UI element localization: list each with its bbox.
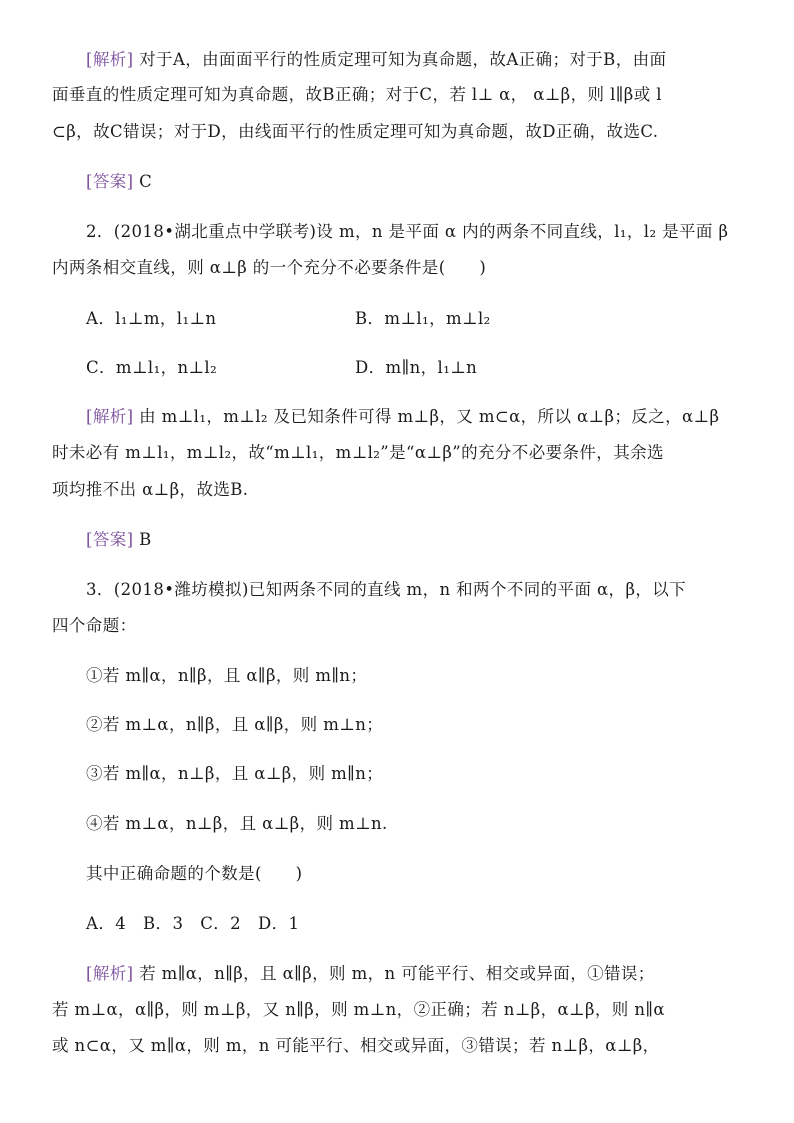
analysis-tag: [解析]: [86, 407, 134, 426]
q1-analysis-line-2: 面垂直的性质定理可知为真命题，故B正确；对于C，若 l⊥ α， α⊥β，则 l∥β或 l: [52, 85, 662, 104]
option-b: B．m⊥l₁，m⊥l₂: [355, 309, 491, 328]
q3-options: A．4 B．3 C．2 D．1: [86, 914, 300, 933]
q3-proposition-2: ②若 m⊥α，n∥β，且 α∥β，则 m⊥n；: [86, 715, 384, 734]
q3-stem-line-2: 四个命题：: [52, 616, 137, 635]
option-c: C．m⊥l₁，n⊥l₂: [86, 358, 218, 377]
option-a: A．l₁⊥m，l₁⊥n: [86, 309, 217, 328]
q2-answer-line: [86, 528, 786, 552]
analysis-text: 由 m⊥l₁，m⊥l₂ 及已知条件可得 m⊥β，又 m⊂α，所以 α⊥β；反之，α⊥β: [139, 407, 720, 426]
q2-analysis-line-1: [86, 405, 786, 429]
q1-answer-line: [86, 170, 786, 194]
answer-value: B: [139, 530, 152, 549]
q3-stem-line-1: 3．(2018•潍坊模拟)已知两条不同的直线 m，n 和两个不同的平面 α，β，以下: [86, 580, 687, 599]
answer-tag: [答案]: [86, 530, 134, 549]
q3-proposition-4: ④若 m⊥α，n⊥β，且 α⊥β，则 m⊥n.: [86, 814, 388, 833]
q3-proposition-3: ③若 m∥α，n⊥β，且 α⊥β，则 m∥n；: [86, 764, 384, 783]
q2-analysis-line-3: 项均推不出 α⊥β，故选B.: [52, 480, 249, 499]
analysis-tag: [解析]: [86, 50, 134, 69]
q3-analysis-line-2: 若 m⊥α，α∥β，则 m⊥β，又 n∥β，则 m⊥n，②正确；若 n⊥β，α⊥β，则 n∥α: [52, 1000, 665, 1019]
analysis-text: 若 m∥α，n∥β，且 α∥β，则 m，n 可能平行、相交或异面，①错误；: [139, 964, 655, 983]
q3-analysis-line-1: [86, 962, 786, 986]
analysis-text: 对于A，由面面平行的性质定理可知为真命题，故A正确；对于B，由面: [139, 50, 667, 69]
q1-analysis-line-3: ⊂β，故C错误；对于D，由线面平行的性质定理可知为真命题，故D正确，故选C.: [52, 122, 659, 141]
answer-tag: [答案]: [86, 172, 134, 191]
q2-options-row-1: [86, 307, 786, 331]
q3-question: 其中正确命题的个数是( ): [86, 864, 303, 883]
q3-analysis-line-3: 或 n⊂α，又 m∥α，则 m，n 可能平行、相交或异面，③错误；若 n⊥β，α⊥β，: [52, 1036, 660, 1055]
answer-value: C: [139, 172, 153, 191]
analysis-tag: [解析]: [86, 964, 134, 983]
option-d: D．m∥n，l₁⊥n: [355, 358, 478, 377]
q2-analysis-line-2: 时未必有 m⊥l₁，m⊥l₂，故“m⊥l₁，m⊥l₂”是“α⊥β”的充分不必要条件，其余选: [52, 443, 664, 462]
q1-analysis-line-1: [86, 48, 786, 72]
q3-proposition-1: ①若 m∥α，n∥β，且 α∥β，则 m∥n；: [86, 666, 368, 685]
q2-options-row-2: [86, 356, 786, 380]
q2-stem-line-1: 2．(2018•湖北重点中学联考)设 m，n 是平面 α 内的两条不同直线，l₁，l₂ 是平面 β: [86, 222, 729, 241]
q2-stem-line-2: 内两条相交直线，则 α⊥β 的一个充分不必要条件是( ): [52, 258, 487, 277]
